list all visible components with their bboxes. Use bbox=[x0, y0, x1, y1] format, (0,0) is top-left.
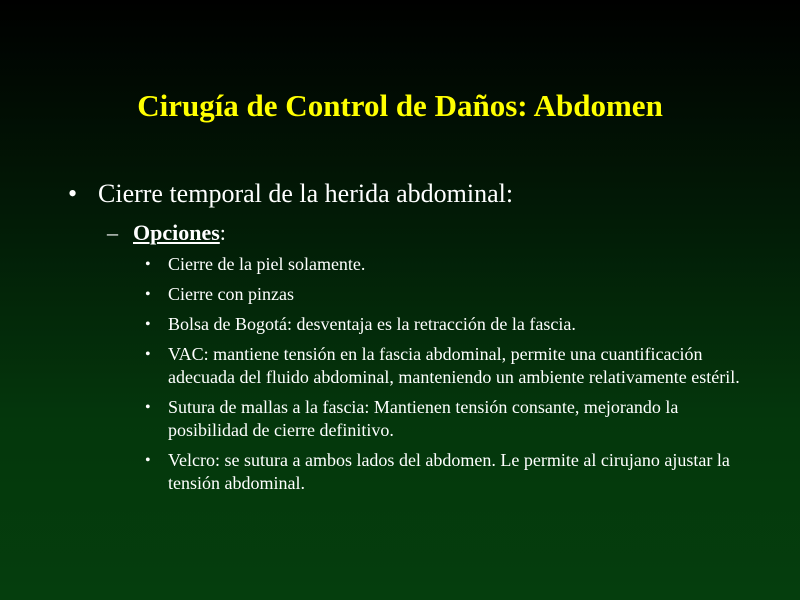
main-bullet-text: Cierre temporal de la herida abdominal: bbox=[98, 179, 514, 208]
list-item bbox=[0, 313, 800, 336]
list-item bbox=[0, 253, 800, 276]
list-item-text: Bolsa de Bogotá: desventaja es la retracción de la fascia. bbox=[168, 314, 576, 334]
list-item-text: Cierre con pinzas bbox=[168, 284, 294, 304]
slide-content bbox=[0, 177, 800, 502]
main-bullet bbox=[0, 177, 800, 211]
slide-title: Cirugía de Control de Daños: Abdomen bbox=[137, 88, 663, 123]
list-item bbox=[0, 449, 800, 495]
list-item bbox=[0, 283, 800, 306]
bullet-icon: • bbox=[145, 286, 151, 303]
bullet-icon: • bbox=[145, 399, 151, 416]
bullet-icon: • bbox=[145, 256, 151, 273]
subheading-label: Opciones bbox=[133, 220, 220, 245]
bullet-icon: • bbox=[145, 346, 151, 363]
bullet-icon: • bbox=[145, 452, 151, 469]
options-list bbox=[0, 253, 800, 495]
list-item-text: Sutura de mallas a la fascia: Mantienen tensión consante, mejorando la posibilidad de cierre definitivo. bbox=[168, 397, 679, 440]
subheading bbox=[0, 219, 800, 247]
list-item-text: Velcro: se sutura a ambos lados del abdomen. Le permite al cirujano ajustar la tensión abdominal. bbox=[168, 450, 730, 493]
list-item-text: VAC: mantiene tensión en la fascia abdominal, permite una cuantificación adecuada del fluido abdominal, manteniendo un ambiente relativamente estéril. bbox=[168, 344, 740, 387]
subheading-suffix: : bbox=[219, 220, 226, 245]
dash-icon: – bbox=[107, 220, 118, 245]
bullet-icon: • bbox=[68, 179, 78, 208]
list-item-text: Cierre de la piel solamente. bbox=[168, 254, 366, 274]
list-item bbox=[0, 396, 800, 442]
list-item bbox=[0, 343, 800, 389]
bullet-icon: • bbox=[145, 316, 151, 333]
